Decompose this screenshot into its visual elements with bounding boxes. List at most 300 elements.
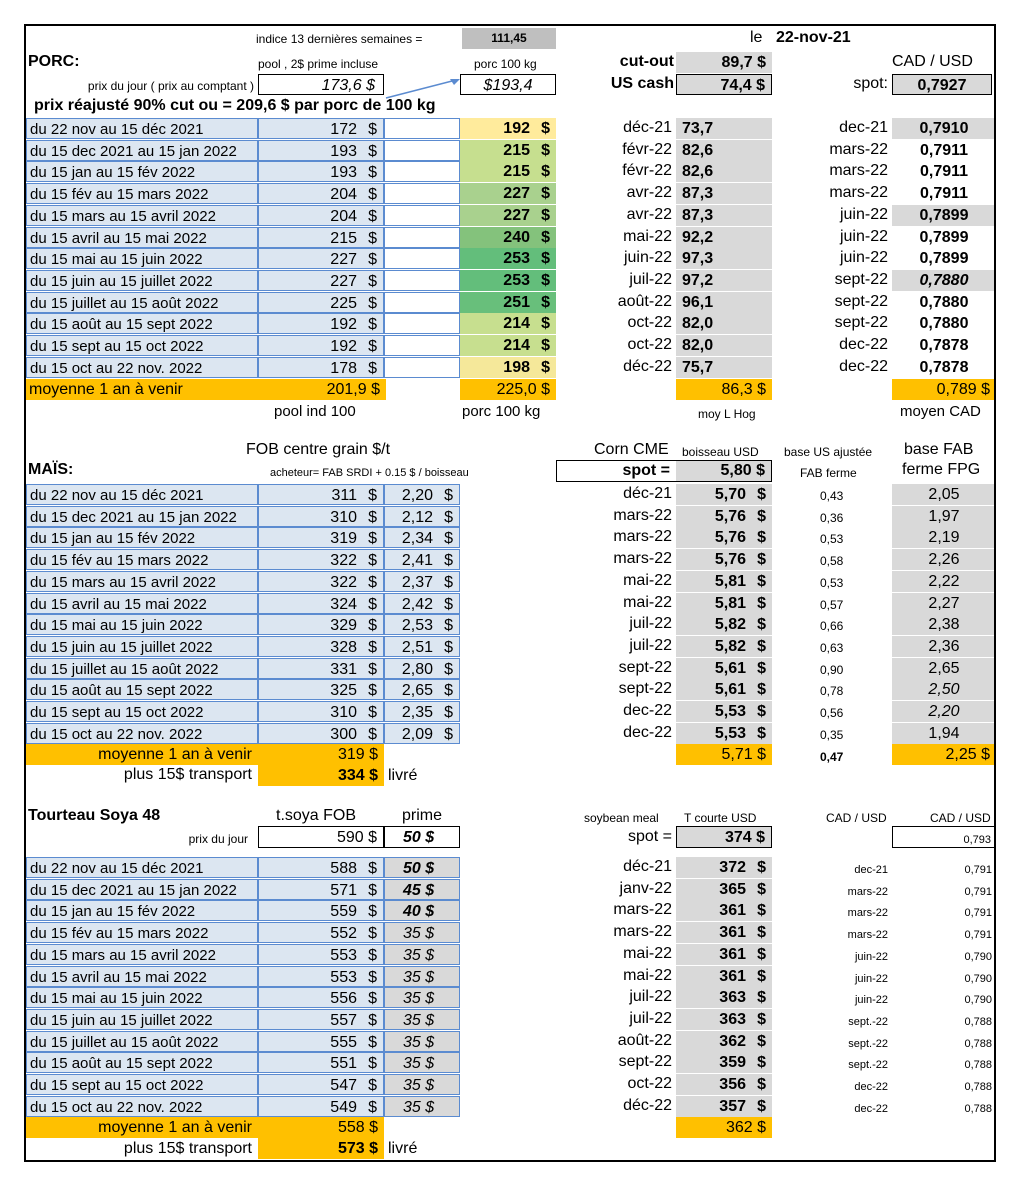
porc-row-blank <box>384 161 460 182</box>
soya-row-fx-month: sept.-22 <box>848 1037 888 1050</box>
dollar-sign: $ <box>368 251 377 269</box>
dollar-sign: $ <box>541 206 550 224</box>
dollar-sign: $ <box>368 338 377 355</box>
soya-row-period: du 15 août au 15 sept 2022 <box>26 1052 258 1073</box>
mais-row-base: 0,90 <box>820 662 844 677</box>
porc-row-fx: 0,7910 <box>892 118 996 139</box>
mais-row-fab: 2,27 <box>892 593 996 614</box>
mais-row-base: 0,66 <box>820 619 844 634</box>
porc-row-porc <box>460 357 556 378</box>
porc-row-pool <box>258 183 384 204</box>
mais-row-fob-value: 322 <box>330 573 357 591</box>
porc-row-pool-value: 204 <box>330 207 357 225</box>
mais-row-bu <box>384 571 460 592</box>
mais-row-bu <box>384 527 460 548</box>
mais-row-bu-value: 2,12 <box>401 508 433 526</box>
dollar-sign: $ <box>368 229 377 247</box>
soya-row-fx-month: mars-22 <box>847 929 888 942</box>
dollar-sign: $ <box>368 272 377 290</box>
soya-row-meal <box>676 966 772 987</box>
mais-row-cme <box>676 571 772 592</box>
porc-row-period: du 15 août au 15 sept 2022 <box>26 313 258 334</box>
mais-row-cme-value: 5,53 <box>714 703 746 720</box>
soya-row-fx: 0,788 <box>964 1102 992 1115</box>
porc-moyenne-porc: 225,0 $ <box>460 379 556 400</box>
mais-row-month: mars-22 <box>613 550 672 568</box>
dollar-sign: $ <box>444 682 453 700</box>
porc-row-hog: 82,0 <box>676 313 772 334</box>
porc-row-month: déc-21 <box>623 119 672 136</box>
mais-fob-header: FOB centre grain $/t <box>246 441 391 458</box>
porc-row-hog: 87,3 <box>676 183 772 204</box>
porc-row-porc <box>460 161 556 182</box>
mais-row-fob <box>258 723 384 744</box>
porc-row-blank <box>384 183 460 204</box>
mais-row-fob <box>258 527 384 548</box>
porc-row-period: du 15 juin au 15 juillet 2022 <box>26 270 258 291</box>
porc-pool-header: pool , 2$ prime incluse <box>258 57 379 71</box>
dollar-sign: $ <box>368 946 377 964</box>
porc-row-porc <box>460 270 556 291</box>
porc-row-fx: 0,7899 <box>892 227 996 248</box>
dollar-sign: $ <box>368 359 377 377</box>
soya-row-month: janv-22 <box>619 879 672 897</box>
mais-moyenne-label: moyenne 1 an à venir <box>98 746 252 763</box>
soya-row-meal <box>676 1096 772 1117</box>
soya-row-fx: 0,790 <box>964 950 992 963</box>
dollar-sign: $ <box>368 903 377 921</box>
mais-row-period: du 15 août au 15 sept 2022 <box>26 679 258 700</box>
porc-spot-value: 0,7927 <box>892 74 992 95</box>
dollar-sign: $ <box>541 337 550 354</box>
soya-row-fob <box>258 857 384 878</box>
soya-row-fob-value: 553 <box>330 968 357 986</box>
soya-row-meal-value: 363 <box>719 1010 746 1028</box>
dollar-sign: $ <box>444 638 453 656</box>
soya-row-fob <box>258 1031 384 1052</box>
porc-row-hog: 82,0 <box>676 335 772 356</box>
porc-row-hog: 82,6 <box>676 140 772 161</box>
porc-row-porc <box>460 227 556 248</box>
mais-row-fab: 2,50 <box>892 679 996 700</box>
mais-row-fab: 2,36 <box>892 636 996 657</box>
soya-row-period: du 15 fév au 15 mars 2022 <box>26 922 258 943</box>
porc-row-period: du 15 jan au 15 fév 2022 <box>26 161 258 182</box>
dollar-sign: $ <box>757 1054 766 1072</box>
porc-row-pool <box>258 270 384 291</box>
porc-row-pool-value: 193 <box>330 164 357 182</box>
porc-row-pool <box>258 118 384 139</box>
soya-row-fx: 0,788 <box>964 1015 992 1028</box>
porc-row-fx-month: juin-22 <box>839 205 888 223</box>
dollar-sign: $ <box>368 207 377 225</box>
mais-row-month: mai-22 <box>623 593 672 611</box>
soya-row-prime: 35 $ <box>384 966 460 987</box>
soya-row-month: mai-22 <box>623 944 672 962</box>
porc-row-fx-month: sept-22 <box>834 314 888 332</box>
soya-row-fx-month: juin-22 <box>854 950 888 963</box>
porc-row-period: du 22 nov au 15 déc 2021 <box>26 118 258 139</box>
dollar-sign: $ <box>757 880 766 898</box>
soya-row-period: du 22 nov au 15 déc 2021 <box>26 857 258 878</box>
porc-row-fx-month: sept-22 <box>834 292 888 310</box>
porc-moyenne-label: moyenne 1 an à venir <box>29 381 183 398</box>
mais-row-month: mai-22 <box>623 571 672 589</box>
mais-row-period: du 15 fév au 15 mars 2022 <box>26 549 258 570</box>
mais-row-bu-value: 2,37 <box>401 573 433 591</box>
mais-transport-value: 334 $ <box>258 765 384 786</box>
mais-row-fob <box>258 484 384 505</box>
dollar-sign: $ <box>757 902 766 920</box>
porc-row-fx: 0,7899 <box>892 205 996 226</box>
soya-row-fx: 0,791 <box>964 885 992 898</box>
porc-row-porc-value: 198 <box>503 358 530 376</box>
soya-row-fx-month: juin-22 <box>854 972 888 985</box>
soya-row-fx-month: mars-22 <box>847 885 888 898</box>
mais-row-bu-value: 2,20 <box>401 487 433 504</box>
soya-spot-fx: 0,793 <box>892 826 996 848</box>
dollar-sign: $ <box>757 724 766 742</box>
dollar-sign: $ <box>757 1097 766 1115</box>
porc-row-pool-value: 227 <box>330 272 357 290</box>
mais-row-bu-value: 2,65 <box>401 682 433 700</box>
porc-row-fx-month: dec-21 <box>839 119 888 136</box>
porc-row-fx-month: mars-22 <box>829 184 888 202</box>
mais-row-base: 0,53 <box>820 575 844 590</box>
dollar-sign: $ <box>368 1077 377 1094</box>
porc-row-fx-month: dec-22 <box>839 336 888 353</box>
mais-row-cme <box>676 484 772 505</box>
porc-row-month: oct-22 <box>627 336 672 353</box>
soya-row-fx-month: juin-22 <box>854 994 888 1007</box>
porc-row-blank <box>384 140 460 161</box>
mais-row-fob-value: 324 <box>330 595 357 613</box>
dollar-sign: $ <box>757 967 766 985</box>
mais-row-cme <box>676 679 772 700</box>
porc-row-pool-value: 192 <box>330 338 357 355</box>
dollar-sign: $ <box>757 572 766 590</box>
porc-row-fx-month: sept-22 <box>834 270 888 288</box>
mais-row-period: du 15 sept au 15 oct 2022 <box>26 701 258 722</box>
soya-row-fx: 0,791 <box>964 864 992 876</box>
dollar-sign: $ <box>757 529 766 547</box>
soya-row-month: juil-22 <box>629 1009 672 1027</box>
mais-row-bu-value: 2,41 <box>401 552 433 570</box>
dollar-sign: $ <box>757 989 766 1007</box>
porc-row-blank <box>384 248 460 269</box>
soya-row-month: oct-22 <box>627 1075 672 1092</box>
porc-row-pool-value: 192 <box>330 316 357 334</box>
porc-row-month: févr-22 <box>622 140 672 158</box>
dollar-sign: $ <box>368 186 377 204</box>
porc-row-porc <box>460 248 556 269</box>
mais-row-month: juil-22 <box>629 615 672 633</box>
mais-row-cme <box>676 636 772 657</box>
soya-row-fx-month: sept.-22 <box>848 1059 888 1072</box>
mais-row-month: mars-22 <box>613 528 672 546</box>
soya-row-prime: 35 $ <box>384 944 460 965</box>
mais-row-base: 0,78 <box>820 684 844 699</box>
porc-row-fx: 0,7878 <box>892 357 996 378</box>
dollar-sign: $ <box>757 616 766 634</box>
porc-row-porc-value: 192 <box>503 120 530 137</box>
dollar-sign: $ <box>757 659 766 677</box>
mais-row-bu-value: 2,42 <box>401 595 433 613</box>
dollar-sign: $ <box>368 1033 377 1051</box>
porc-row-month: oct-22 <box>627 314 672 332</box>
soya-row-prime: 35 $ <box>384 1052 460 1073</box>
mais-row-fob <box>258 658 384 679</box>
porc-row-month: juil-22 <box>629 270 672 288</box>
soya-row-fob-value: 556 <box>330 990 357 1008</box>
mais-row-cme-value: 5,76 <box>714 551 746 569</box>
mais-row-bu <box>384 679 460 700</box>
porc-row-pool-value: 204 <box>330 186 357 204</box>
mais-row-fab: 2,19 <box>892 527 996 548</box>
dollar-sign: $ <box>757 1010 766 1028</box>
soya-row-period: du 15 jan au 15 fév 2022 <box>26 900 258 921</box>
soya-row-meal-value: 361 <box>719 967 746 985</box>
dollar-sign: $ <box>368 881 377 899</box>
porc-100kg-header: porc 100 kg <box>474 57 537 71</box>
porc-row-porc-value: 215 <box>503 163 530 181</box>
porc-row-hog: 97,2 <box>676 270 772 291</box>
dollar-sign: $ <box>541 185 550 203</box>
dollar-sign: $ <box>368 294 377 312</box>
mais-row-bu <box>384 658 460 679</box>
mais-row-bu <box>384 636 460 657</box>
soya-row-fob-value: 547 <box>330 1077 357 1094</box>
dollar-sign: $ <box>368 530 377 548</box>
porc-row-fx: 0,7899 <box>892 248 996 269</box>
mais-row-fab: 2,05 <box>892 484 996 505</box>
porc-row-blank <box>384 335 460 356</box>
porc-row-pool <box>258 227 384 248</box>
porc-prix-porc: $193,4 <box>460 74 556 95</box>
porc-row-porc <box>460 335 556 356</box>
dollar-sign: $ <box>368 142 377 160</box>
porc-row-pool <box>258 205 384 226</box>
soya-row-fob-value: 551 <box>330 1055 357 1073</box>
porc-row-porc-value: 214 <box>503 315 530 333</box>
porc-row-porc-value: 240 <box>503 228 530 246</box>
dollar-sign: $ <box>368 725 377 743</box>
soya-row-meal-value: 361 <box>719 924 746 942</box>
dollar-sign: $ <box>757 945 766 963</box>
soya-row-month: août-22 <box>617 1031 672 1049</box>
dollar-sign: $ <box>368 595 377 613</box>
porc-row-pool-value: 215 <box>330 229 357 247</box>
mais-row-bu <box>384 701 460 722</box>
porc-row-porc <box>460 183 556 204</box>
porc-row-porc-value: 253 <box>503 271 530 289</box>
mais-row-fob <box>258 701 384 722</box>
soya-row-prime: 35 $ <box>384 1096 460 1117</box>
porc-row-blank <box>384 313 460 334</box>
indice-label: indice 13 dernières semaines = <box>256 32 423 46</box>
mais-row-bu-value: 2,35 <box>401 704 433 721</box>
mais-row-cme-value: 5,82 <box>714 616 746 634</box>
mais-row-period: du 15 mai au 15 juin 2022 <box>26 614 258 635</box>
porc-row-porc-value: 253 <box>503 250 530 268</box>
dollar-sign: $ <box>541 293 550 311</box>
mais-row-bu <box>384 723 460 744</box>
porc-row-hog: 96,1 <box>676 292 772 313</box>
dollar-sign: $ <box>444 487 453 504</box>
porc-row-fx: 0,7911 <box>892 140 996 161</box>
porc-row-porc-value: 214 <box>503 337 530 354</box>
soya-row-meal-value: 356 <box>719 1076 746 1093</box>
porc-row-month: mai-22 <box>623 227 672 245</box>
dollar-sign: $ <box>444 530 453 548</box>
porc-prix-label: prix du jour ( prix au comptant ) <box>87 79 254 93</box>
soya-row-meal-value: 362 <box>719 1032 746 1050</box>
porc-foot-fx: moyen CAD <box>900 403 981 420</box>
mais-row-cme <box>676 658 772 679</box>
soya-row-period: du 15 mars au 15 avril 2022 <box>26 944 258 965</box>
soya-row-fob <box>258 944 384 965</box>
porc-row-month: févr-22 <box>622 162 672 180</box>
dollar-sign: $ <box>444 552 453 570</box>
mais-row-month: déc-21 <box>623 485 672 502</box>
porc-row-fx-month: dec-22 <box>839 357 888 375</box>
soya-row-fob-value: 553 <box>330 946 357 964</box>
dollar-sign: $ <box>368 638 377 656</box>
porc-row-porc <box>460 205 556 226</box>
soya-row-fob <box>258 1052 384 1073</box>
soya-row-meal <box>676 987 772 1008</box>
dollar-sign: $ <box>368 316 377 334</box>
soya-row-month: déc-21 <box>623 858 672 875</box>
soya-row-fob-value: 559 <box>330 903 357 921</box>
porc-row-pool <box>258 161 384 182</box>
porc-row-porc <box>460 292 556 313</box>
porc-row-month: août-22 <box>617 292 672 310</box>
mais-moyenne-fob: 319 $ <box>337 746 378 763</box>
soya-row-prime: 45 $ <box>384 879 460 900</box>
dollar-sign: $ <box>541 315 550 333</box>
mais-row-fob-value: 319 <box>330 530 357 548</box>
porc-moyenne-fx: 0,789 $ <box>892 379 996 400</box>
porc-foot-pool: pool ind 100 <box>274 403 356 420</box>
mais-moyenne-cme: 5,71 $ <box>676 744 772 765</box>
soya-row-prime: 35 $ <box>384 922 460 943</box>
dollar-sign: $ <box>541 141 550 159</box>
porc-row-hog: 73,7 <box>676 118 772 139</box>
mais-row-cme <box>676 614 772 635</box>
dollar-sign: $ <box>541 163 550 181</box>
mais-row-fob-value: 329 <box>330 617 357 635</box>
dollar-sign: $ <box>368 1011 377 1029</box>
dollar-sign: $ <box>368 1055 377 1073</box>
porc-row-fx-month: mars-22 <box>829 162 888 180</box>
soya-spot-label: spot = <box>627 828 672 845</box>
soya-row-fx: 0,788 <box>964 1037 992 1050</box>
mais-row-month: mars-22 <box>613 506 672 524</box>
soya-row-fx: 0,788 <box>964 1081 992 1093</box>
mais-row-period: du 15 dec 2021 au 15 jan 2022 <box>26 506 258 527</box>
mais-row-fab: 1,97 <box>892 506 996 527</box>
dollar-sign: $ <box>757 507 766 525</box>
porc-row-fx: 0,7911 <box>892 183 996 204</box>
mais-row-cme-value: 5,81 <box>714 594 746 612</box>
soya-row-fx-month: dec-22 <box>854 1081 888 1093</box>
porc-row-blank <box>384 227 460 248</box>
porc-row-hog: 75,7 <box>676 357 772 378</box>
indice-value: 111,45 <box>462 28 556 49</box>
dollar-sign: $ <box>368 487 377 504</box>
soya-row-fob-value: 555 <box>330 1033 357 1051</box>
fab-ferme-label: FAB ferme <box>800 466 857 480</box>
dollar-sign: $ <box>757 551 766 569</box>
dollar-sign: $ <box>444 573 453 591</box>
porc-row-blank <box>384 118 460 139</box>
mais-row-bu-value: 2,51 <box>401 638 433 656</box>
mais-row-fob <box>258 614 384 635</box>
porc-row-period: du 15 fév au 15 mars 2022 <box>26 183 258 204</box>
soya-cadusd1-label: CAD / USD <box>826 811 887 825</box>
soya-row-month: mars-22 <box>613 901 672 919</box>
mais-row-fob-value: 310 <box>330 704 357 721</box>
soya-row-prime: 35 $ <box>384 1074 460 1095</box>
mais-row-cme-value: 5,81 <box>714 572 746 590</box>
porc-moyenne-hog: 86,3 $ <box>676 379 772 400</box>
soya-row-period: du 15 juillet au 15 août 2022 <box>26 1031 258 1052</box>
soya-row-fx: 0,791 <box>964 907 992 920</box>
mais-row-bu-value: 2,53 <box>401 617 433 635</box>
soya-moyenne-fob: 558 $ <box>337 1119 378 1136</box>
soya-row-fob <box>258 987 384 1008</box>
mais-spot-label: spot = <box>622 462 670 479</box>
porc-row-blank <box>384 270 460 291</box>
soya-transport-label: plus 15$ transport <box>123 1140 252 1157</box>
mais-row-cme-value: 5,61 <box>714 681 746 699</box>
soya-moyenne-label: moyenne 1 an à venir <box>98 1119 252 1136</box>
ferme-fpg-label: ferme FPG <box>902 461 981 478</box>
mais-row-period: du 15 oct au 22 nov. 2022 <box>26 723 258 744</box>
mais-row-base: 0,43 <box>820 489 844 503</box>
mais-row-bu-value: 2,34 <box>401 530 433 548</box>
porc-row-period: du 15 juillet au 15 août 2022 <box>26 292 258 313</box>
soya-fob-header: t.soya FOB <box>276 807 357 824</box>
mais-row-bu <box>384 549 460 570</box>
dollar-sign: $ <box>444 660 453 678</box>
porc-row-porc <box>460 313 556 334</box>
mais-row-fob <box>258 636 384 657</box>
soya-row-period: du 15 oct au 22 nov. 2022 <box>26 1096 258 1117</box>
soya-row-meal <box>676 900 772 921</box>
dollar-sign: $ <box>368 617 377 635</box>
soya-row-prime: 35 $ <box>384 987 460 1008</box>
dollar-sign: $ <box>444 617 453 635</box>
mais-row-month: sept-22 <box>618 680 672 698</box>
soya-spot-value: 374 $ <box>676 826 772 848</box>
mais-row-cme <box>676 701 772 722</box>
date-prefix: le <box>750 29 763 46</box>
mais-row-cme-value: 5,82 <box>714 637 746 655</box>
mais-spot-value: 5,80 $ <box>676 461 771 481</box>
dollar-sign: $ <box>757 486 766 503</box>
porc-row-pool <box>258 140 384 161</box>
soya-row-month: sept-22 <box>618 1053 672 1071</box>
mais-row-fab: 2,65 <box>892 658 996 679</box>
dollar-sign: $ <box>757 637 766 655</box>
soya-row-meal-value: 361 <box>719 945 746 963</box>
soya-cadusd2-label: CAD / USD <box>930 811 991 825</box>
porc-title: PORC: <box>28 53 80 70</box>
mais-row-bu <box>384 593 460 614</box>
soya-row-month: mai-22 <box>623 966 672 984</box>
